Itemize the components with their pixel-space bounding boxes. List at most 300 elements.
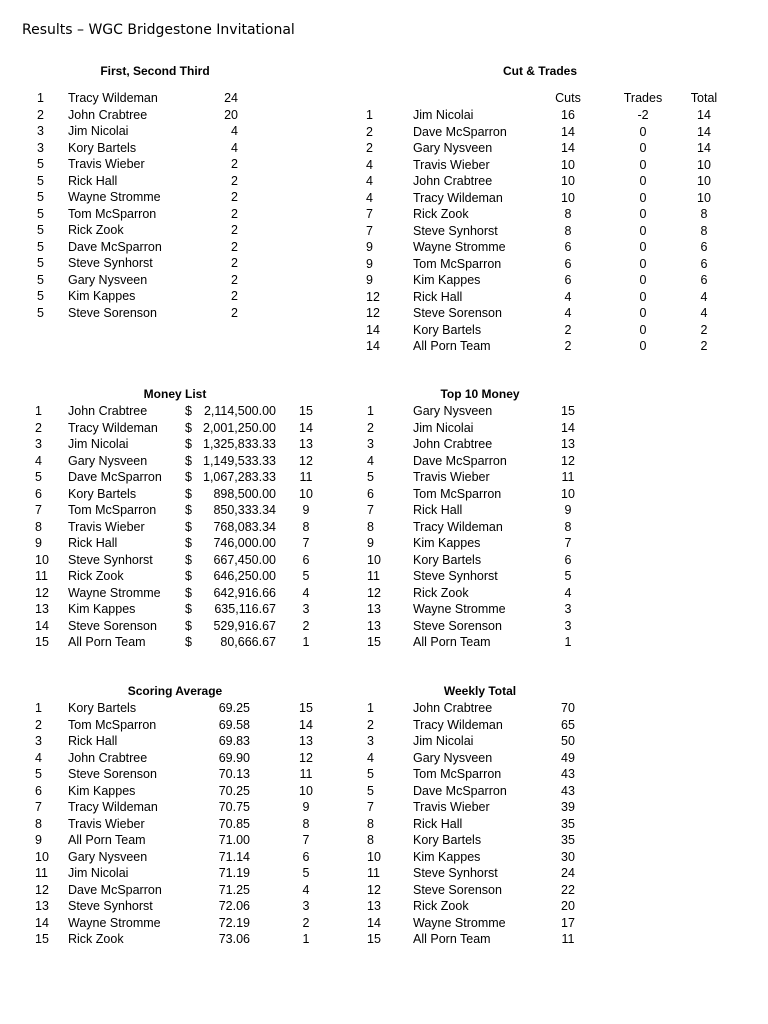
cell-currency: $ xyxy=(185,503,192,517)
cell-points: 24 xyxy=(224,91,238,105)
cell-name: Rick Zook xyxy=(68,569,124,583)
cell-avg: 70.25 xyxy=(218,783,250,798)
cell-points: 4 xyxy=(302,585,310,600)
table-row xyxy=(0,931,768,948)
cell-currency: $ xyxy=(185,453,192,468)
section-title-cut-trades: Cut & Trades xyxy=(502,64,577,78)
cell-name: John Crabtree xyxy=(68,750,148,765)
cell-points: 13 xyxy=(299,734,313,748)
cell-trades: 0 xyxy=(639,207,647,221)
table-row xyxy=(0,140,768,157)
table-row xyxy=(0,519,768,536)
cell-amount: 1,149,533.33 xyxy=(203,453,276,468)
cell-name: Gary Nysveen xyxy=(413,404,493,418)
cell-rank: 13 xyxy=(367,618,381,633)
cell-name: Kory Bartels xyxy=(68,140,137,155)
cell-name: Steve Synhorst xyxy=(413,866,498,880)
cell-rank: 4 xyxy=(35,750,42,765)
cell-name: All Porn Team xyxy=(413,635,491,649)
cell-points: 12 xyxy=(299,453,313,468)
cell-points: 4 xyxy=(231,124,238,138)
cell-cuts: 8 xyxy=(564,223,572,238)
cell-rank: 5 xyxy=(367,767,374,781)
cell-trades: 0 xyxy=(639,174,647,188)
cell-currency: $ xyxy=(185,602,192,616)
table-row xyxy=(0,157,768,174)
cell-total: 70 xyxy=(561,701,575,715)
table-row xyxy=(0,750,768,767)
cell-name: Dave McSparron xyxy=(413,453,507,468)
cell-rank: 9 xyxy=(366,256,373,271)
cell-name: Tom McSparron xyxy=(413,767,502,781)
table-row xyxy=(0,436,768,453)
cell-name: Kory Bartels xyxy=(413,833,482,847)
cell-name: Tracy Wildeman xyxy=(68,420,158,435)
cell-name: Tracy Wildeman xyxy=(68,800,158,814)
cell-cuts: 6 xyxy=(564,273,572,287)
cell-name: Rick Zook xyxy=(68,223,124,237)
section-title-weekly-total: Weekly Total xyxy=(443,684,517,698)
cell-total: 11 xyxy=(561,932,575,946)
cell-total: 22 xyxy=(561,882,575,897)
table-row xyxy=(0,601,768,618)
cell-cuts: 8 xyxy=(564,207,572,221)
cell-amount: 646,250.00 xyxy=(213,569,276,583)
table-row xyxy=(0,272,768,289)
cell-name: Gary Nysveen xyxy=(413,141,493,155)
cell-rank: 5 xyxy=(37,239,44,254)
cell-rank: 3 xyxy=(367,734,374,748)
cell-name: Wayne Stromme xyxy=(68,585,161,600)
cell-amount: 635,116.67 xyxy=(214,602,276,616)
cell-currency: $ xyxy=(185,404,192,418)
cell-avg: 69.25 xyxy=(218,701,250,715)
cell-rank: 7 xyxy=(367,800,374,814)
cell-rank: 5 xyxy=(37,173,44,188)
cell-rank: 5 xyxy=(367,783,374,798)
cell-rank: 4 xyxy=(367,453,374,468)
cell-name: Dave McSparron xyxy=(68,470,162,484)
cell-amount: 768,083.34 xyxy=(213,519,276,534)
cell-name: Kory Bartels xyxy=(413,552,482,567)
cell-name: Rick Zook xyxy=(68,932,124,946)
cell-name: Steve Sorenson xyxy=(68,767,157,781)
cell-name: Rick Hall xyxy=(413,816,463,831)
table-row xyxy=(0,816,768,833)
cell-rank: 13 xyxy=(35,602,49,616)
cell-rank: 1 xyxy=(35,404,42,418)
cell-name: Steve Sorenson xyxy=(68,618,157,633)
cell-rank: 2 xyxy=(367,717,374,732)
cell-rank: 10 xyxy=(35,849,49,864)
cell-amount: 746,000.00 xyxy=(213,536,276,550)
cell-points: 4 xyxy=(231,140,238,155)
table-row xyxy=(0,585,768,602)
cell-total: 50 xyxy=(561,734,575,748)
table-row xyxy=(0,289,768,306)
cell-rank: 2 xyxy=(367,420,374,435)
cell-points: 15 xyxy=(299,404,313,418)
cell-cuts: 4 xyxy=(564,289,572,304)
table-row xyxy=(0,783,768,800)
cell-name: Travis Wieber xyxy=(413,800,490,814)
cell-points: 2 xyxy=(231,206,238,221)
cell-name: Travis Wieber xyxy=(413,157,490,172)
cell-points: 3 xyxy=(302,602,310,616)
cell-rank: 14 xyxy=(35,915,49,930)
cell-name: Rick Hall xyxy=(68,173,118,188)
table-row xyxy=(0,832,768,849)
table-row xyxy=(0,338,768,355)
cell-points: 5 xyxy=(302,866,310,880)
cell-rank: 3 xyxy=(35,734,42,748)
table-row xyxy=(0,256,768,273)
cell-points: 8 xyxy=(302,816,310,831)
cell-points: 6 xyxy=(564,552,572,567)
cell-rank: 5 xyxy=(35,767,42,781)
cell-rank: 6 xyxy=(367,486,374,501)
cell-rank: 8 xyxy=(367,519,374,534)
table-row xyxy=(0,799,768,816)
cell-rank: 4 xyxy=(366,157,373,172)
cell-rank: 6 xyxy=(35,783,42,798)
cell-name: Kory Bartels xyxy=(413,322,482,337)
cell-currency: $ xyxy=(185,552,192,567)
cell-points: 7 xyxy=(564,536,572,550)
cell-points: 8 xyxy=(302,519,310,534)
cell-name: Tom McSparron xyxy=(68,206,157,221)
cell-rank: 14 xyxy=(366,322,380,337)
table-row xyxy=(0,486,768,503)
cell-amount: 529,916.67 xyxy=(213,618,276,633)
cell-total: 2 xyxy=(700,339,708,353)
cell-total: 10 xyxy=(697,190,711,205)
cell-name: Steve Sorenson xyxy=(413,618,502,633)
cell-rank: 2 xyxy=(35,420,42,435)
cell-points: 10 xyxy=(299,783,313,798)
cell-name: Kim Kappes xyxy=(413,849,481,864)
cell-cuts: 10 xyxy=(561,157,575,172)
cell-name: Steve Synhorst xyxy=(413,223,498,238)
cell-rank: 5 xyxy=(37,256,44,270)
cell-cuts: 14 xyxy=(561,141,575,155)
cell-cuts: 6 xyxy=(564,240,572,254)
cell-cuts: 10 xyxy=(561,190,575,205)
cell-points: 11 xyxy=(561,470,575,484)
cell-rank: 12 xyxy=(367,882,381,897)
table-row xyxy=(0,322,768,339)
cell-name: Tom McSparron xyxy=(68,717,157,732)
cell-points: 7 xyxy=(302,536,310,550)
cell-rank: 8 xyxy=(367,816,374,831)
cell-name: Wayne Stromme xyxy=(68,190,161,204)
cell-trades: 0 xyxy=(639,157,647,172)
cell-rank: 10 xyxy=(367,849,381,864)
cell-avg: 71.00 xyxy=(218,833,250,847)
cell-total: 6 xyxy=(700,240,708,254)
cell-rank: 13 xyxy=(367,602,381,616)
cell-name: Jim Nicolai xyxy=(413,420,474,435)
cell-points: 6 xyxy=(302,552,310,567)
cell-rank: 4 xyxy=(366,174,373,188)
cell-trades: 0 xyxy=(639,256,647,271)
table-row xyxy=(0,239,768,256)
cell-amount: 642,916.66 xyxy=(213,585,276,600)
cell-name: Rick Hall xyxy=(413,503,463,517)
cell-rank: 2 xyxy=(366,141,373,155)
cell-avg: 70.75 xyxy=(218,800,250,814)
cell-name: Steve Synhorst xyxy=(68,256,153,270)
cell-points: 14 xyxy=(299,717,313,732)
cell-cuts: 14 xyxy=(561,124,575,139)
table-row xyxy=(0,453,768,470)
cell-name: Kory Bartels xyxy=(68,486,137,501)
table-row xyxy=(0,552,768,569)
cell-currency: $ xyxy=(185,585,192,600)
cell-rank: 12 xyxy=(35,585,49,600)
cell-total: 65 xyxy=(561,717,575,732)
cell-name: Steve Sorenson xyxy=(413,306,502,320)
cell-name: John Crabtree xyxy=(68,107,148,122)
cell-rank: 1 xyxy=(366,108,373,122)
table-row xyxy=(0,206,768,223)
cell-name: Kory Bartels xyxy=(68,701,137,715)
cell-points: 2 xyxy=(231,289,238,303)
cell-name: Steve Sorenson xyxy=(68,305,157,320)
cell-rank: 8 xyxy=(367,833,374,847)
cell-amount: 80,666.67 xyxy=(220,635,276,649)
cell-points: 11 xyxy=(299,767,313,781)
cell-points: 14 xyxy=(561,420,575,435)
cell-trades: 0 xyxy=(639,306,647,320)
cell-rank: 8 xyxy=(35,816,42,831)
cell-trades: 0 xyxy=(639,141,647,155)
cell-name: Jim Nicolai xyxy=(413,108,474,122)
cell-name: Gary Nysveen xyxy=(413,750,493,765)
cell-points: 2 xyxy=(231,305,238,320)
cell-rank: 9 xyxy=(35,536,42,550)
cell-points: 3 xyxy=(564,602,572,616)
cell-name: Tom McSparron xyxy=(68,503,157,517)
cell-total: 10 xyxy=(697,174,711,188)
cell-points: 14 xyxy=(299,420,313,435)
table-row xyxy=(0,107,768,124)
cell-currency: $ xyxy=(185,618,192,633)
table-row xyxy=(0,915,768,932)
table-row xyxy=(0,865,768,882)
cell-rank: 4 xyxy=(367,750,374,765)
cell-rank: 7 xyxy=(35,800,42,814)
cell-name: Jim Nicolai xyxy=(68,437,129,451)
cell-amount: 1,325,833.33 xyxy=(203,437,276,451)
cell-points: 15 xyxy=(299,701,313,715)
cell-points: 2 xyxy=(231,173,238,188)
cell-name: John Crabtree xyxy=(413,174,493,188)
cell-rank: 6 xyxy=(35,486,42,501)
cell-name: Travis Wieber xyxy=(68,816,145,831)
cell-name: Steve Synhorst xyxy=(68,899,153,913)
cell-rank: 5 xyxy=(37,305,44,320)
cell-name: John Crabtree xyxy=(413,437,493,451)
cell-total: 17 xyxy=(561,915,575,930)
cell-name: Kim Kappes xyxy=(68,289,136,303)
cell-avg: 69.90 xyxy=(218,750,250,765)
table-row xyxy=(0,882,768,899)
cell-rank: 11 xyxy=(367,866,380,880)
cell-points: 20 xyxy=(224,107,238,122)
cell-currency: $ xyxy=(185,486,192,501)
cell-total: 14 xyxy=(697,124,711,139)
cell-name: Rick Hall xyxy=(413,289,463,304)
cell-rank: 13 xyxy=(367,899,381,913)
cell-points: 10 xyxy=(561,486,575,501)
cell-name: Wayne Stromme xyxy=(68,915,161,930)
cell-name: Kim Kappes xyxy=(68,602,136,616)
cell-points: 12 xyxy=(561,453,575,468)
cell-points: 9 xyxy=(302,503,310,517)
cell-points: 4 xyxy=(302,882,310,897)
cell-rank: 5 xyxy=(367,470,374,484)
cell-name: Steve Sorenson xyxy=(413,882,502,897)
cell-name: Rick Hall xyxy=(68,734,118,748)
column-header-total: Total xyxy=(690,91,718,105)
cell-points: 2 xyxy=(231,239,238,254)
table-row xyxy=(0,190,768,207)
cell-name: John Crabtree xyxy=(413,701,493,715)
cell-name: All Porn Team xyxy=(413,339,491,353)
cell-total: 4 xyxy=(700,289,708,304)
cell-rank: 15 xyxy=(35,932,49,946)
cell-amount: 2,114,500.00 xyxy=(203,404,276,418)
cell-avg: 73.06 xyxy=(218,932,250,946)
cell-points: 6 xyxy=(302,849,310,864)
cell-rank: 11 xyxy=(35,569,48,583)
cell-points: 11 xyxy=(299,470,313,484)
cell-rank: 3 xyxy=(367,437,374,451)
table-row xyxy=(0,403,768,420)
cell-total: 20 xyxy=(561,899,575,913)
cell-name: Kim Kappes xyxy=(413,536,481,550)
cell-points: 15 xyxy=(561,404,575,418)
cell-avg: 69.83 xyxy=(218,734,250,748)
cell-name: Wayne Stromme xyxy=(413,915,506,930)
cell-name: Rick Zook xyxy=(413,207,469,221)
cell-rank: 3 xyxy=(35,437,42,451)
cell-rank: 15 xyxy=(35,635,49,649)
cell-points: 4 xyxy=(564,585,572,600)
cell-rank: 5 xyxy=(37,206,44,221)
cell-cuts: 2 xyxy=(564,322,572,337)
cell-points: 1 xyxy=(302,635,310,649)
table-row xyxy=(0,502,768,519)
cell-rank: 12 xyxy=(35,882,49,897)
section-title-top10-money: Top 10 Money xyxy=(440,387,520,401)
cell-name: Rick Zook xyxy=(413,585,469,600)
cell-rank: 5 xyxy=(37,223,44,237)
cell-trades: 0 xyxy=(639,190,647,205)
cell-currency: $ xyxy=(185,437,192,451)
cell-rank: 11 xyxy=(367,569,380,583)
cell-name: Rick Zook xyxy=(413,899,469,913)
cell-rank: 12 xyxy=(366,289,380,304)
cell-points: 2 xyxy=(231,272,238,287)
cell-rank: 7 xyxy=(366,223,373,238)
cell-points: 2 xyxy=(231,256,238,270)
table-row xyxy=(0,469,768,486)
cell-name: Tracy Wildeman xyxy=(413,190,503,205)
cell-currency: $ xyxy=(185,536,192,550)
cell-name: Gary Nysveen xyxy=(68,272,148,287)
table-row xyxy=(0,700,768,717)
cell-name: All Porn Team xyxy=(68,635,146,649)
cell-trades: 0 xyxy=(639,124,647,139)
cell-points: 7 xyxy=(302,833,310,847)
cell-name: All Porn Team xyxy=(68,833,146,847)
cell-trades: 0 xyxy=(639,289,647,304)
cell-points: 13 xyxy=(561,437,575,451)
cell-rank: 2 xyxy=(366,124,373,139)
cell-rank: 12 xyxy=(367,585,381,600)
cell-rank: 1 xyxy=(367,404,374,418)
section-title-scoring-average: Scoring Average xyxy=(127,684,223,698)
cell-rank: 4 xyxy=(35,453,42,468)
cell-rank: 12 xyxy=(366,306,380,320)
cell-total: 24 xyxy=(561,866,575,880)
cell-points: 1 xyxy=(302,932,310,946)
cell-points: 2 xyxy=(302,618,310,633)
cell-rank: 5 xyxy=(37,289,44,303)
table-row xyxy=(0,717,768,734)
cell-name: Jim Nicolai xyxy=(413,734,474,748)
cell-name: Rick Hall xyxy=(68,536,118,550)
cell-avg: 70.13 xyxy=(218,767,250,781)
cell-rank: 10 xyxy=(367,552,381,567)
cell-points: 9 xyxy=(302,800,310,814)
cell-points: 8 xyxy=(564,519,572,534)
cell-name: Dave McSparron xyxy=(68,882,162,897)
cell-name: Kim Kappes xyxy=(413,273,481,287)
column-header-cuts: Cuts xyxy=(555,91,581,105)
cell-trades: 0 xyxy=(639,240,647,254)
cell-trades: 0 xyxy=(639,322,647,337)
cell-currency: $ xyxy=(185,519,192,534)
table-row xyxy=(0,766,768,783)
cell-points: 2 xyxy=(302,915,310,930)
cell-name: Tracy Wildeman xyxy=(68,91,158,105)
table-row xyxy=(0,849,768,866)
cell-total: 39 xyxy=(561,800,575,814)
cell-rank: 3 xyxy=(37,140,44,155)
cell-rank: 5 xyxy=(37,157,44,171)
table-row xyxy=(0,733,768,750)
cell-rank: 1 xyxy=(35,701,42,715)
cell-cuts: 10 xyxy=(561,174,575,188)
cell-name: Dave McSparron xyxy=(413,783,507,798)
cell-amount: 667,450.00 xyxy=(213,552,276,567)
cell-rank: 9 xyxy=(367,536,374,550)
cell-name: John Crabtree xyxy=(68,404,148,418)
cell-rank: 4 xyxy=(366,190,373,205)
cell-rank: 3 xyxy=(37,124,44,138)
cell-points: 2 xyxy=(231,190,238,204)
table-row xyxy=(0,634,768,651)
cell-total: 14 xyxy=(697,108,711,122)
cell-rank: 2 xyxy=(35,717,42,732)
cell-rank: 15 xyxy=(367,635,381,649)
cell-currency: $ xyxy=(185,635,192,649)
cell-total: 8 xyxy=(700,207,708,221)
cell-rank: 2 xyxy=(37,107,44,122)
